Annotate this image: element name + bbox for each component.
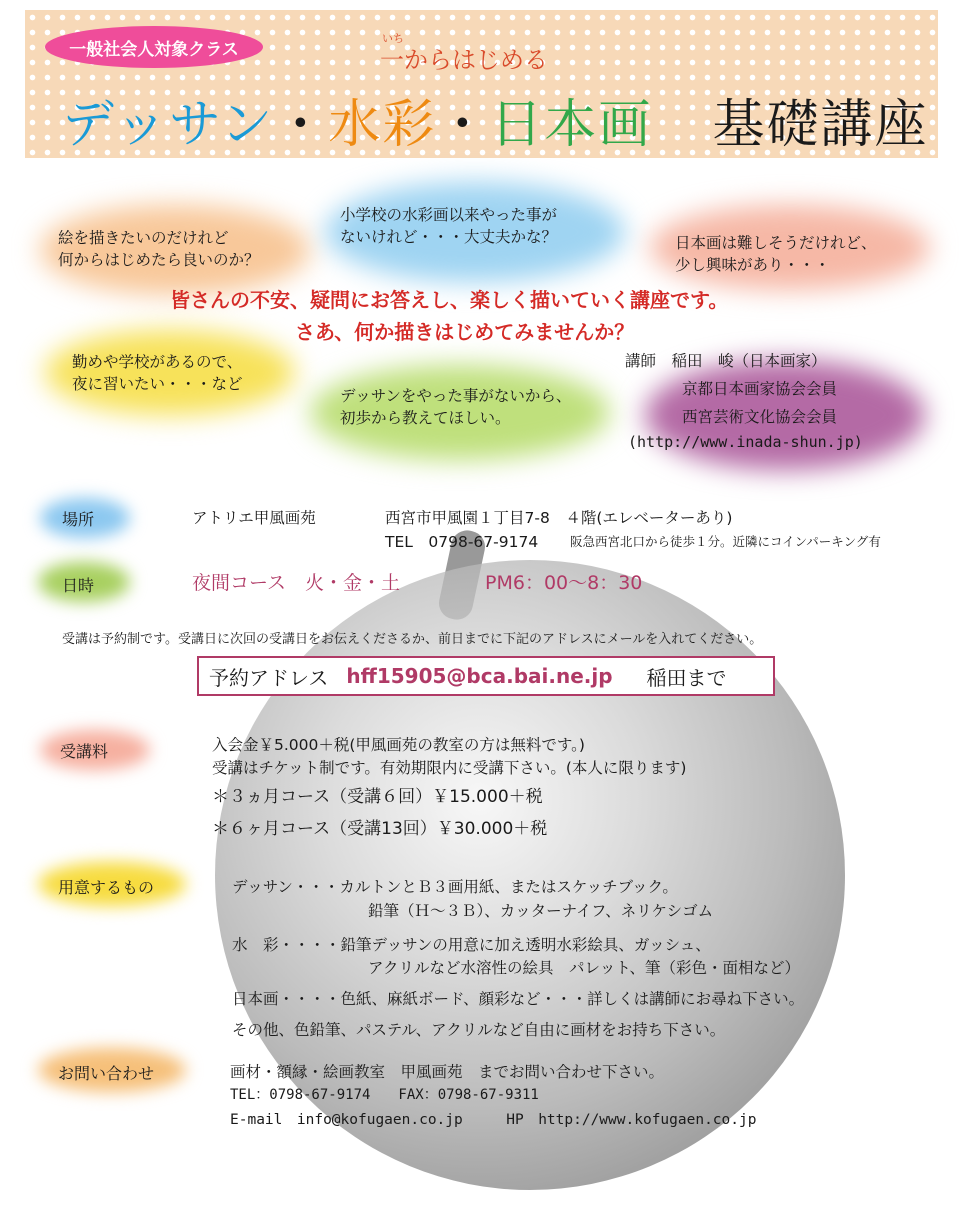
bubble-text-2: 小学校の水彩画以来やった事が ないけれど・・・大丈夫かな？ [340, 206, 558, 246]
reservation-prefix: 予約アドレス [209, 665, 329, 690]
bubble-text-5: デッサンをやった事がないから、 初歩から教えてほしい。 [340, 387, 572, 427]
instructor-name: 講師 稲田 峻（日本画家） [625, 352, 827, 370]
contact-line-1: 画材・額縁・絵画教室 甲風画苑 までお問い合わせ下さい。 [230, 1063, 665, 1081]
location-tel: TEL 0798-67-9174 [385, 533, 539, 551]
fees-line-4: ＊６ヶ月コース（受講13回）￥30.000＋税 [212, 819, 548, 839]
location-label: 場所 [62, 510, 95, 529]
class-badge: 一般社会人対象クラス [45, 26, 263, 68]
contact-label: お問い合わせ [58, 1064, 155, 1083]
instructor-affiliation-1: 京都日本画家協会会員 [682, 380, 838, 398]
materials-line-6: その他、色鉛筆、パステル、アクリルなど自由に画材をお持ち下さい。 [232, 1021, 726, 1039]
schedule-course: 夜間コース 火・金・土 [192, 572, 401, 594]
reservation-suffix: 稲田まで [646, 665, 727, 690]
headline-line-1: 皆さんの不安、疑問にお答えし、楽しく描いていく講座です。 [170, 288, 729, 312]
title-nihonga: 日本画 [490, 95, 653, 155]
title-watercolor: 水彩 [328, 95, 437, 155]
contact-email-web[interactable]: E-mail info@kofugaen.co.jp HP http://www.kofugaen.co.jp [230, 1112, 757, 1128]
materials-line-1: デッサン・・・カルトンとＢ３画用紙、またはスケッチブック。 [232, 878, 678, 896]
schedule-label: 日時 [62, 576, 95, 595]
fees-label: 受講料 [60, 742, 109, 761]
materials-line-4: アクリルなど水溶性の絵具 パレット、筆（彩色・面相など） [368, 959, 800, 977]
fees-line-1: 入会金￥5.000＋税(甲風画苑の教室の方は無料です。) [212, 736, 585, 754]
title-dessin: デッサン [62, 95, 275, 155]
materials-line-2: 鉛筆（Ｈ～３Ｂ）、カッターナイフ、ネリケシゴム [368, 902, 714, 920]
bubble-text-4: 勤めや学校があるので、 夜に習いたい・・・など [72, 353, 243, 393]
fees-line-2: 受講はチケット制です。有効期限内に受講下さい。(本人に限ります) [212, 759, 687, 777]
reservation-note: 受講は予約制です。受講日に次回の受講日をお伝えくださるか、前日までに下記のアドレスにメールを入れてください。 [62, 632, 763, 647]
reservation-box [197, 656, 775, 696]
title-dot-1: ・ [274, 95, 329, 155]
reservation-email-link[interactable]: hff15905@bca.bai.ne.jp [346, 664, 613, 688]
headline-line-2: さあ、何か描きはじめてみませんか？ [295, 320, 635, 344]
subtitle: 一からはじめる [380, 46, 548, 74]
contact-tel-fax: TEL：0798-67-9174 FAX：0798-67-9311 [230, 1087, 539, 1103]
fees-line-3: ＊３ヵ月コース（受講６回）￥15.000＋税 [212, 787, 543, 807]
materials-line-5: 日本画・・・・色紙、麻紙ボード、顔彩など・・・詳しくは講師にお尋ね下さい。 [232, 990, 805, 1008]
title-dot-2: ・ [436, 95, 491, 155]
title-basic-course: 基礎講座 [712, 95, 929, 155]
bubble-text-3: 日本画は難しそうだけれど、 少し興味があり・・・ [675, 234, 877, 274]
instructor-affiliation-2: 西宮芸術文化協会会員 [682, 408, 838, 426]
bubble-text-1: 絵を描きたいのだけれど 何からはじめたら良いのか？ [58, 229, 260, 269]
materials-label: 用意するもの [58, 878, 155, 897]
schedule-time: PM6：00～8：30 [485, 572, 643, 594]
instructor-website: (http://www.inada-shun.jp) [628, 433, 863, 451]
location-address: 西宮市甲風園１丁目7-8 ４階(エレベーターあり) [385, 509, 733, 527]
subtitle-ruby: いち [382, 32, 404, 45]
materials-line-3: 水 彩・・・・鉛筆デッサンの用意に加え透明水彩絵具、ガッシュ、 [232, 936, 711, 954]
location-access: 阪急西宮北口から徒歩１分。近隣にコインパーキング有 [570, 534, 881, 549]
page-title [62, 82, 928, 157]
location-name: アトリエ甲風画苑 [192, 509, 316, 527]
